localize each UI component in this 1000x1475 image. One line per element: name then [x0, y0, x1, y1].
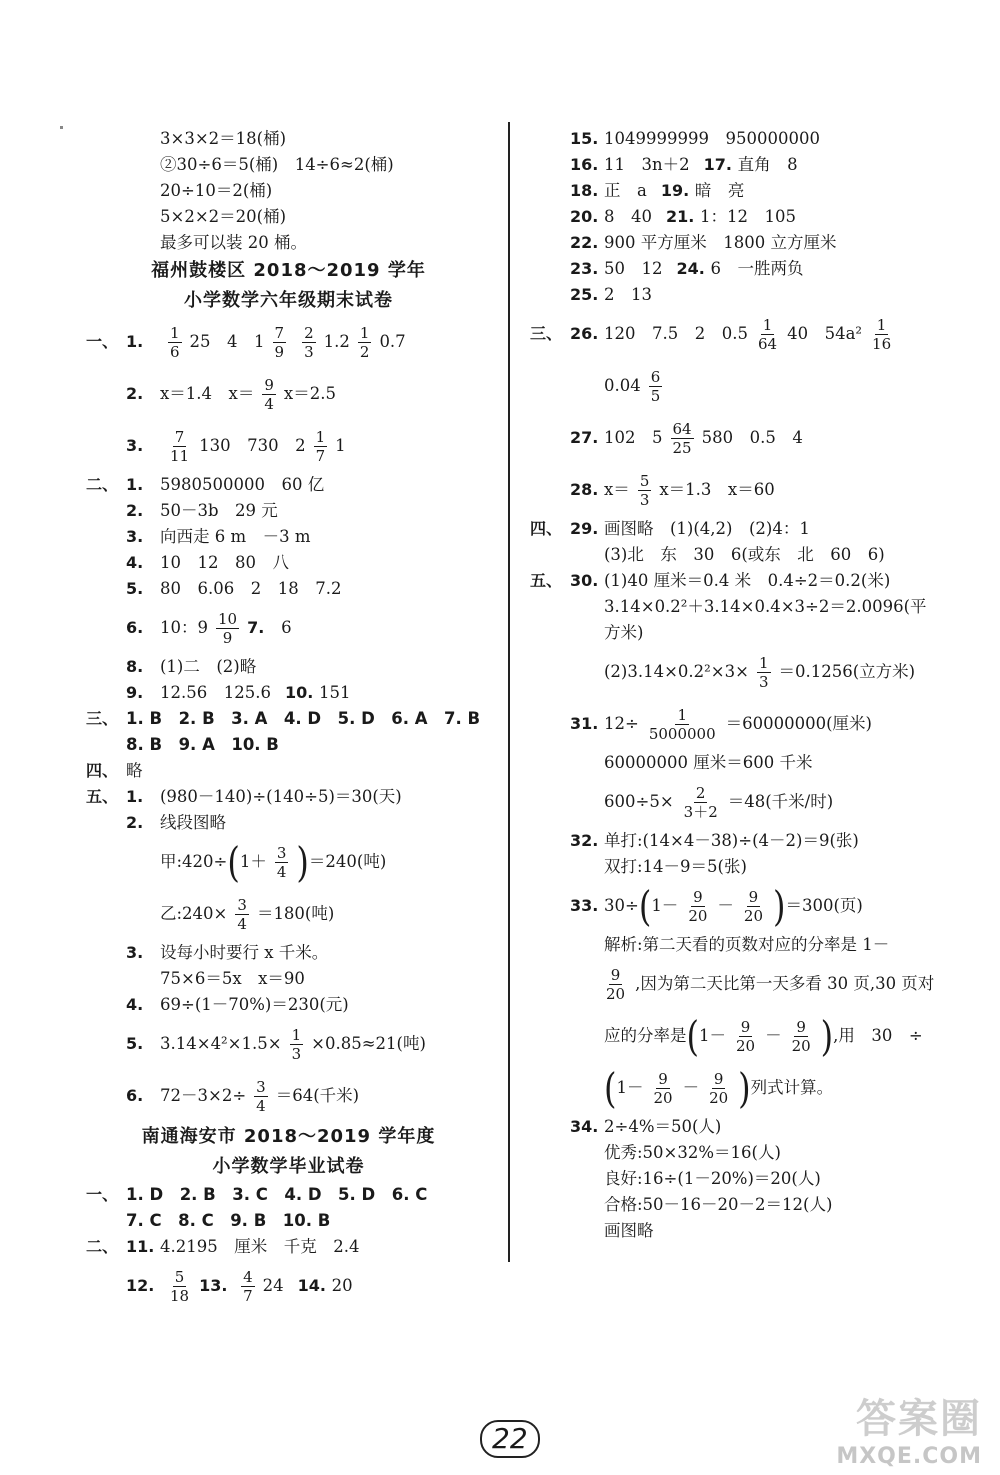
answer-line — [530, 568, 960, 594]
answer-text: 2 13 — [604, 285, 652, 304]
question-number: 22. — [570, 233, 599, 252]
fraction: $\frac{1}{2}$ — [359, 323, 370, 361]
answer-line: 合格:50－16－20－2＝12(人) — [604, 1195, 833, 1214]
question-number: 3. — [126, 527, 144, 546]
answer-line — [530, 204, 960, 230]
answer-text: 24 — [262, 1276, 284, 1295]
question-number: 14. — [297, 1276, 326, 1295]
answer-line: 双打:14－9＝5(张) — [604, 857, 747, 876]
section-label: 四、 — [530, 519, 563, 538]
question-number: 25. — [570, 285, 599, 304]
answer-line — [86, 784, 491, 810]
answer-line — [530, 308, 960, 360]
section-label: 二、 — [86, 475, 119, 494]
answer-text: 线段图略 — [160, 813, 226, 832]
answer-text: 0.04 — [604, 376, 641, 395]
fraction: $\frac{1}{3}$ — [291, 1025, 302, 1063]
question-number: 11. — [126, 1237, 155, 1256]
question-number: 13. — [199, 1276, 228, 1295]
answer-line: 60000000 厘米＝600 千米 — [604, 753, 813, 772]
explanation-text — [530, 958, 960, 1010]
question-number: 32. — [570, 831, 599, 850]
question-number: 29. — [570, 519, 599, 538]
answer-text: 0.7 — [379, 332, 406, 351]
answer-text: 130 730 2 — [199, 436, 306, 455]
answer-line — [86, 706, 491, 732]
question-number: 9. — [126, 683, 144, 702]
answer-text: 10：9 — [160, 618, 208, 637]
answer-line: 20÷10＝2(桶) — [160, 181, 273, 200]
question-number: 2. — [126, 384, 144, 403]
section-label: 三、 — [86, 709, 119, 728]
answer-line — [86, 1070, 491, 1122]
answer-line — [530, 776, 960, 828]
question-number: 3. — [126, 943, 144, 962]
fraction: $\frac{1}{6}$ — [170, 323, 180, 361]
question-number: 4. — [126, 553, 144, 572]
answer-line — [530, 126, 960, 152]
question-number: 2. — [126, 501, 144, 520]
explanation-text: 应的分率是 ( 1－ $\frac{9}{20}$ － $\frac{9}{20}$ ) ,用 30 ÷ — [604, 1011, 923, 1061]
section-label: 五、 — [86, 787, 119, 806]
answer-text: 20 — [331, 1276, 353, 1295]
answer-text: 画图略 (1)(4,2) (2)4：1 — [604, 519, 810, 538]
section-label: 二、 — [86, 1237, 119, 1256]
answer-text: ,因为第二天比第一天多看 30 页,30 页对 — [635, 974, 935, 993]
answer-line — [530, 412, 960, 464]
fraction: $\frac{1}{3}$ — [758, 653, 769, 691]
choice-answers: 7. C 8. C 9. B 10. B — [126, 1211, 331, 1230]
answer-text: ×0.85≈21(吨) — [311, 1034, 426, 1053]
watermark-url: MXQE.COM — [836, 1444, 982, 1469]
answer-line — [86, 368, 491, 420]
answer-text: 580 0.5 4 — [701, 428, 803, 447]
fraction: $\frac{9}{20}$ — [606, 965, 626, 1003]
answer-line: 方米) — [604, 623, 644, 642]
answer-line: 75×6＝5x x＝90 — [160, 969, 305, 988]
exam-title: 南通海安市 2018～2019 学年度 — [141, 1126, 436, 1147]
answer-text: ＝300(页) — [785, 896, 863, 915]
answer-text: 1－ — [698, 1026, 726, 1045]
answer-line: 33. 30÷ ( 1－ $\frac{9}{20}$ － $\frac{9}{20}$ ) ＝300(页) — [570, 881, 863, 931]
question-number: 4. — [126, 995, 144, 1014]
question-number: 8. — [126, 657, 144, 676]
answer-line — [86, 472, 491, 498]
answer-line — [530, 828, 960, 854]
answer-text: 40 54a² — [787, 324, 863, 343]
fraction: $\frac{3}{4}$ — [237, 895, 247, 933]
fraction: $\frac{5}{18}$ — [170, 1267, 190, 1305]
answer-line — [530, 360, 960, 412]
answer-text: ＝64(千米) — [275, 1086, 360, 1105]
answer-text: 1049999999 950000000 — [604, 129, 820, 148]
answer-text: ＝180(吨) — [256, 904, 335, 923]
answer-line — [530, 698, 960, 750]
question-number: 1. — [126, 475, 144, 494]
section-label: 五、 — [530, 571, 563, 590]
section-label: 一、 — [86, 332, 119, 351]
section-label: 四、 — [86, 761, 119, 780]
fraction: $\frac{9}{20}$ — [653, 1069, 673, 1107]
answer-text: x＝2.5 — [283, 384, 336, 403]
question-number: 3. — [126, 436, 144, 455]
fraction: $\frac{1}{5000000}$ — [648, 705, 716, 743]
scan-speck — [60, 126, 63, 129]
answer-line: (3)北 东 30 6(或东 北 60 6) — [604, 545, 885, 564]
answer-line — [86, 680, 491, 706]
answer-line — [86, 758, 491, 784]
answer-text: 单打:(14×4－38)÷(4－2)＝9(张) — [604, 831, 859, 850]
question-number: 24. — [676, 259, 705, 278]
answer-text: 12.56 125.6 — [160, 683, 271, 702]
answer-line — [530, 178, 960, 204]
question-number: 17. — [703, 155, 732, 174]
answer-line: 良好:16÷(1－20%)＝20(人) — [604, 1169, 821, 1188]
answer-line: 3×3×2＝18(桶) — [160, 129, 287, 148]
answer-line — [530, 1114, 960, 1140]
fraction: $\frac{10}{9}$ — [218, 609, 238, 647]
answer-text: 1.2 — [323, 332, 350, 351]
answer-text: 6 一胜两负 — [710, 259, 804, 278]
answer-line — [530, 230, 960, 256]
question-number: 1. — [126, 787, 144, 806]
answer-line — [530, 516, 960, 542]
answer-text: 120 7.5 2 0.5 — [604, 324, 748, 343]
question-number: 1. — [126, 332, 144, 351]
explanation-text: ( 1－ $\frac{9}{20}$ － $\frac{9}{20}$ ) 列式计算。 — [604, 1063, 834, 1113]
fraction: $\frac{1}{16}$ — [872, 315, 892, 353]
answer-text: 1：12 105 — [700, 207, 796, 226]
answer-line: 画图略 — [604, 1221, 654, 1240]
question-number: 6. — [126, 1086, 144, 1105]
answer-line — [530, 152, 960, 178]
question-number: 15. — [570, 129, 599, 148]
fraction: $\frac{7}{11}$ — [170, 427, 190, 465]
fraction: $\frac{2}{3}$ — [304, 323, 314, 361]
answer-line — [86, 888, 491, 940]
choice-answers: 8. B 9. A 10. B — [126, 735, 279, 754]
answer-text: 25 4 1 — [189, 332, 265, 351]
answer-text: 乙:240× — [160, 904, 228, 923]
answer-text: 12÷ — [604, 714, 639, 733]
answer-text: 甲:420÷ — [160, 852, 228, 871]
question-number: 20. — [570, 207, 599, 226]
watermark — [836, 1387, 982, 1469]
fraction: $\frac{5}{3}$ — [639, 471, 650, 509]
question-number: 16. — [570, 155, 599, 174]
answer-line — [86, 602, 491, 654]
question-number: 10. — [284, 683, 314, 702]
answer-text: 900 平方厘米 1800 立方厘米 — [604, 233, 837, 252]
answer-text: 略 — [126, 761, 143, 780]
answer-text: 10 12 80 八 — [160, 553, 289, 572]
answer-text: 1－ — [616, 1078, 644, 1097]
fraction: $\frac{7}{9}$ — [274, 323, 285, 361]
answer-text: 设每小时要行 x 千米。 — [160, 943, 329, 962]
answer-line — [86, 992, 491, 1018]
answer-line — [86, 420, 491, 472]
question-number: 19. — [660, 181, 690, 200]
fraction: $\frac{2}{3+2}$ — [683, 783, 718, 821]
question-number: 26. — [570, 324, 599, 343]
answer-text: 4.2195 厘米 千克 2.4 — [160, 1237, 360, 1256]
answer-line: 优秀:50×32%＝16(人) — [604, 1143, 781, 1162]
answer-line — [530, 464, 960, 516]
answer-text: (980－140)÷(140÷5)＝30(天) — [160, 787, 402, 806]
answer-text: ＝240(吨) — [308, 852, 387, 871]
answer-text: 80 6.06 2 18 7.2 — [160, 579, 342, 598]
answer-line — [86, 732, 491, 758]
question-number: 5. — [126, 579, 144, 598]
answer-text: (1)二 (2)略 — [160, 657, 257, 676]
question-number: 27. — [570, 428, 599, 447]
answer-text: 1－ — [651, 896, 679, 915]
fraction: $\frac{64}{25}$ — [672, 419, 692, 457]
answer-line — [86, 1018, 491, 1070]
question-number: 2. — [126, 813, 144, 832]
watermark-logo: 答案圈 — [856, 1396, 982, 1442]
question-number: 21. — [666, 207, 695, 226]
section-label: 一、 — [86, 1185, 119, 1204]
answer-line — [86, 316, 491, 368]
fraction: $\frac{9}{20}$ — [709, 1069, 729, 1107]
fraction: $\frac{9}{20}$ — [743, 887, 763, 925]
answer-line — [530, 256, 960, 282]
section-label: 三、 — [530, 324, 563, 343]
fraction: $\frac{9}{20}$ — [688, 887, 708, 925]
choice-answers: 1. B 2. B 3. A 4. D 5. D 6. A 7. B — [126, 709, 481, 728]
fraction: $\frac{9}{4}$ — [264, 375, 274, 413]
question-number: 23. — [570, 259, 599, 278]
fraction: $\frac{6}{5}$ — [650, 367, 661, 405]
fraction: $\frac{9}{20}$ — [735, 1017, 756, 1055]
answer-text: 11 3n＋2 — [604, 155, 690, 174]
fraction: $\frac{1}{64}$ — [757, 315, 778, 353]
question-number: 5. — [126, 1034, 144, 1053]
fraction: $\frac{3}{4}$ — [276, 843, 287, 881]
page-number: 22 — [480, 1420, 540, 1458]
answer-line: ②30÷6＝5(桶) 14÷6≈2(桶) — [160, 155, 394, 174]
answer-text: 正 a — [604, 181, 647, 200]
question-number: 31. — [570, 714, 599, 733]
answer-text: x＝1.3 x＝60 — [659, 480, 775, 499]
exam-title: 福州鼓楼区 2018～2019 学年 — [151, 260, 426, 281]
answer-text: ＝60000000(厘米) — [725, 714, 872, 733]
answer-line — [86, 940, 491, 966]
question-number: 6. — [126, 618, 144, 637]
question-number: 12. — [126, 1276, 155, 1295]
answer-text: 50－3b 29 元 — [160, 501, 278, 520]
fraction: $\frac{3}{4}$ — [256, 1077, 266, 1115]
answer-text: 直角 8 — [737, 155, 798, 174]
question-number: 30. — [570, 571, 599, 590]
fraction: $\frac{1}{7}$ — [315, 427, 326, 465]
answer-line — [530, 282, 960, 308]
answer-line — [86, 654, 491, 680]
answer-text: x＝ — [604, 480, 630, 499]
answer-text: 向西走 6 m －3 m — [160, 527, 311, 546]
answer-line — [86, 1182, 491, 1208]
answer-text: 1 — [335, 436, 346, 455]
answer-text: ,用 30 ÷ — [833, 1026, 923, 1045]
question-number: 7. — [247, 618, 265, 637]
answer-line — [86, 1260, 491, 1312]
answer-line: 5×2×2＝20(桶) — [160, 207, 287, 226]
answer-line — [86, 1208, 491, 1234]
left-column — [86, 126, 491, 1312]
answer-text: ＝0.1256(立方米) — [778, 662, 916, 681]
answer-line — [86, 810, 491, 836]
answer-text: 30÷ — [604, 896, 639, 915]
answer-text: 暗 亮 — [694, 181, 745, 200]
answer-text: 69÷(1－70%)＝230(元) — [160, 995, 349, 1014]
page-footer — [480, 1420, 600, 1460]
answer-line — [86, 576, 491, 602]
answer-text: 应的分率是 — [604, 1026, 687, 1045]
answer-text: 72－3×2÷ — [160, 1086, 247, 1105]
answer-text: 600÷5× — [604, 792, 674, 811]
answer-text: 3.14×4²×1.5× — [160, 1034, 282, 1053]
answer-line — [86, 1234, 491, 1260]
answer-line: 3.14×0.2²＋3.14×0.4×3÷2＝2.0096(平 — [604, 597, 927, 616]
answer-text: x＝1.4 x＝ — [160, 384, 255, 403]
answer-text: 1＋ — [239, 852, 267, 871]
answer-text: 列式计算。 — [750, 1078, 834, 1097]
answer-text: 151 — [318, 683, 351, 702]
answer-line — [86, 550, 491, 576]
answer-text: 8 40 — [604, 207, 652, 226]
explanation-text: 解析:第二天看的页数对应的分率是 1－ — [604, 935, 890, 954]
question-number: 34. — [570, 1117, 599, 1136]
column-divider — [508, 122, 510, 1262]
answer-text: 5980500000 60 亿 — [160, 475, 325, 494]
right-column — [530, 126, 960, 1244]
answer-text: (2)3.14×0.2²×3× — [604, 662, 749, 681]
answer-text: (1)40 厘米＝0.4 米 0.4÷2＝0.2(米) — [604, 571, 891, 590]
question-number: 33. — [570, 896, 599, 915]
question-number: 18. — [570, 181, 599, 200]
exam-subtitle: 小学数学六年级期末试卷 — [184, 290, 393, 311]
answer-text: 102 5 — [604, 428, 663, 447]
answer-line — [530, 646, 960, 698]
answer-text: 6 — [281, 618, 292, 637]
answer-line: 甲:420÷ ( 1＋ $\frac{3}{4}$ ) ＝240(吨) — [160, 837, 387, 887]
answer-text: ＝48(千米/时) — [727, 792, 834, 811]
fraction: $\frac{9}{20}$ — [791, 1017, 811, 1055]
answer-line: 最多可以装 20 桶。 — [160, 233, 307, 252]
answer-text: 2÷4%＝50(人) — [604, 1117, 722, 1136]
answer-line — [86, 524, 491, 550]
exam-subtitle: 小学数学毕业试卷 — [212, 1156, 365, 1177]
fraction: $\frac{4}{7}$ — [243, 1267, 253, 1305]
answer-text: 50 12 — [604, 259, 663, 278]
choice-answers: 1. D 2. B 3. C 4. D 5. D 6. C — [126, 1185, 428, 1204]
question-number: 28. — [570, 480, 599, 499]
answer-line — [86, 498, 491, 524]
